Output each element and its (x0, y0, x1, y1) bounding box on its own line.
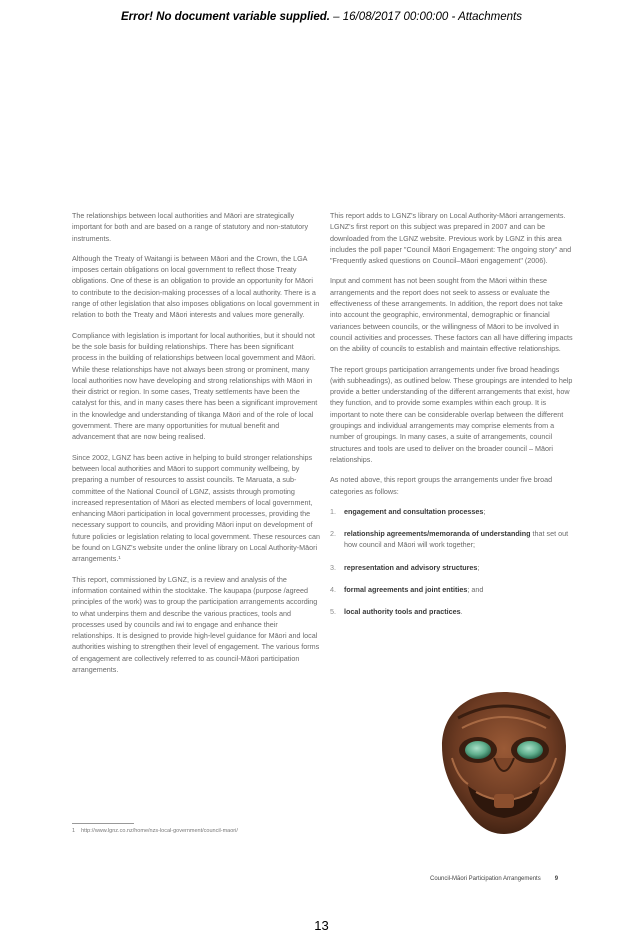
page-header (0, 11, 643, 23)
paragraph: Compliance with legislation is important for local authorities, but it should not be the sole basis for building relationships. There has been significant process in the building of relationships between local government and Māori. While these relationships have not always been strong or prominent, many local authorities now have developing and strong relationships with Māori in their district or region. In some cases, Treaty settlements have been the catalyst for this, and in many cases there has been a significant improvement in the knowledge and understanding of tikanga Māori and of the role of local government. There are many opportunities for mutual benefit and advancement that are now being realised. (72, 330, 318, 442)
paragraph: The relationships between local authorities and Māori are strategically important for both and are based on a range of statutory and non-statutory instruments. (72, 211, 309, 243)
list-term: engagement and consultation processes (344, 506, 484, 516)
list-rest: . (460, 607, 463, 617)
list-number: 5. (330, 607, 336, 617)
right-column (330, 210, 574, 629)
paragraph: This report, commissioned by LGNZ, is a review and analysis of the information contained within the stocktake. The kaupapa (purpose /agreed principles of the work) was to group the participation arrangements according to what underpins them and describe the various practices, tools and processes used by councils and iwi to engage and enhance their relationships. It is designed to provide high-level guidance for Māori and local authorities wishing to strengthen their level of engagement. The various forms of engagement are collectively referred to as council-Māori participation arrangements. (72, 574, 320, 674)
list-term: relationship agreements/memoranda of understanding (344, 529, 531, 539)
list-number: 2. (330, 529, 336, 539)
header-error-text: Error! No document variable supplied. (121, 11, 330, 23)
list-rest: ; (483, 506, 486, 516)
list-number: 3. (330, 562, 336, 572)
paragraph: Since 2002, LGNZ has been active in helping to build stronger relationships between local authorities and Māori to support community wellbeing, by preparing a number of resources to assist councils. Te Maruata, a sub-committee of the National Council of LGNZ, assists through promoting increased representation of Māori as elected members of local government, enhancing Māori participation in local government processes, providing the necessary support to councils, and providing Māori input on development of future policies or legislation relating to local government. These resources can be found on LGNZ's website under the online library on Local Authority-Māori arrangements.¹ (72, 452, 320, 564)
footnote (72, 828, 238, 834)
list-term: local authority tools and practices (344, 607, 461, 617)
page-footer (430, 876, 558, 882)
list-item (330, 562, 574, 573)
list-number: 4. (330, 585, 336, 595)
footer-title: Council-Māori Participation Arrangements (430, 876, 541, 882)
footnote-link[interactable]: http://www.lgnz.co.nz/home/nzs-local-government/council-maori/ (81, 828, 238, 834)
list-item (330, 584, 574, 595)
paragraph: Although the Treaty of Waitangi is between Māori and the Crown, the LGA imposes certain obligations on local government to reflect those Treaty obligations. One of these is an obligation to provide an opportunity for Māori to contribute to the decision-making processes of a local authority. There is a range of other legislation that also imposes obligations on local government in relation to both the Treaty and Māori interests and values more generally. (72, 253, 320, 320)
header-rest-text: – 16/08/2017 00:00:00 - Attachments (329, 11, 522, 23)
list-term: representation and advisory structures (344, 562, 478, 572)
bottom-page-number: 13 (314, 918, 329, 933)
footnote-divider (72, 823, 134, 824)
paragraph: The report groups participation arrangements under five broad headings (with subheadings), as outlined below. These groupings are intended to help provide a better understanding of the different arrangements that exist, how they function, and to provide some examples within each group. It is important to note there can be considerable overlap between the different groupings and individual arrangements may comprise elements from a number of groupings. In many cases, a suite of arrangements, council structures and tools are used to deliver on the broader council – Māori relationships. (330, 364, 573, 464)
list-number: 1. (330, 506, 336, 516)
list-item (330, 506, 574, 517)
category-list (330, 506, 574, 618)
maori-carving-image (438, 688, 570, 838)
list-rest: ; (477, 562, 480, 572)
footnote-number: 1 (72, 828, 76, 834)
list-rest: ; and (467, 585, 484, 595)
left-column (72, 210, 320, 684)
list-rest: that set out how council and Māori will work together; (344, 529, 569, 550)
paragraph: This report adds to LGNZ's library on Local Authority-Māori arrangements. LGNZ's first report on this subject was prepared in 2007 and can be downloaded from the LGNZ website. Previous work by LGNZ in this area includes the poll paper "Council Māori Engagement: The ongoing story" and "Frequently asked questions on Council–Māori engagement" (2006). (330, 211, 572, 266)
paragraph: Input and comment has not been sought from the Māori within these arrangements and the report does not seek to assess or evaluate the effectiveness of these arrangements. In addition, the report does not take into account the geographic, environmental, demographic or financial variances between councils, or the willingness of Māori to be involved in council activities and processes. These factors can all have differing impacts on the ability of councils to establish and maintain effective relationships. (330, 276, 573, 354)
list-item (330, 606, 574, 617)
list-item (330, 528, 574, 551)
list-term: formal agreements and joint entities (344, 585, 468, 595)
paragraph: As noted above, this report groups the arrangements under five broad categories as follows: (330, 475, 553, 496)
footer-page-number: 9 (554, 876, 559, 882)
